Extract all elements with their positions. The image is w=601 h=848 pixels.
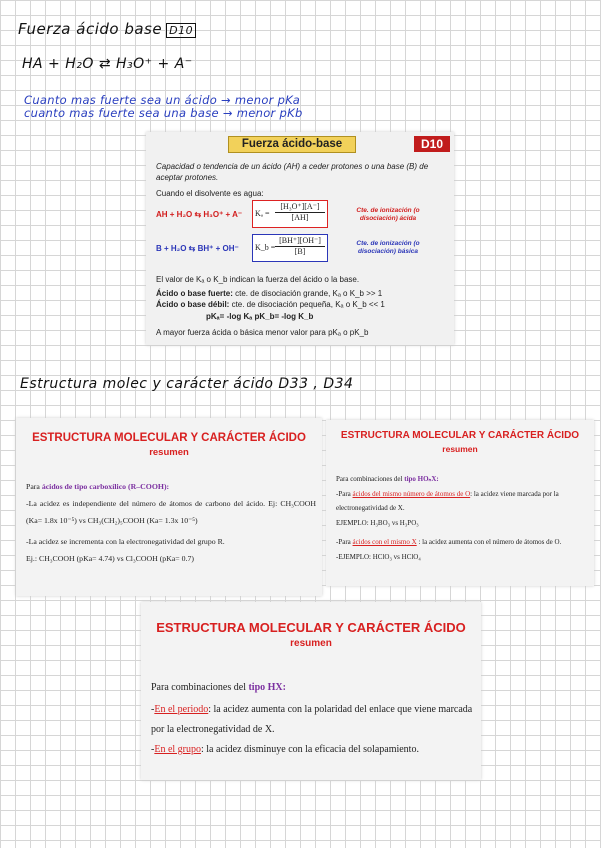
card-d10-line5: A mayor fuerza ácida o básica menor valor para pKₐ o pK_b [156, 328, 369, 337]
card-fuerza-acido-base [146, 132, 454, 345]
card-bottom-subtitle: resumen [290, 638, 332, 649]
card-left-p4: Ej.: CH₃COOH (pKa= 4.74) vs Cl₃COOH (pKa= 0.7) [26, 554, 194, 563]
card-bottom-p3: -En el grupo: la acidez disminuye con la eficacia del solapamiento. [151, 744, 419, 755]
kb-numerator: [BH⁺][OH⁻] [275, 236, 325, 247]
card-structure-honx [326, 420, 594, 586]
card-right-p2 [336, 487, 588, 516]
note-title-d10 [18, 20, 196, 38]
same-oxygen-link: ácidos del mismo número de átomos de O [352, 489, 471, 498]
card-bottom-p1-pre: Para combinaciones del [151, 682, 249, 693]
same-x-link: ácidos con el mismo X [352, 538, 417, 546]
group-link: En el grupo [154, 744, 201, 755]
card-bottom-p3-rest: : la acidez disminuye con la eficacia del solapamiento. [201, 744, 419, 755]
ka-note: Cte. de ionización (o disociación) ácida [356, 207, 420, 222]
card-right-p3: EJEMPLO: H₃BO₃ vs H₃PO₃ [336, 518, 419, 527]
card-left-subtitle: resumen [149, 447, 189, 458]
card-right-p1-pre: Para combinaciones del [336, 475, 405, 483]
card-right-p2-pre: -Para [336, 489, 353, 498]
note-blue-line-2: cuanto mas fuerte sea una base → menor pKb [24, 106, 303, 120]
card-d10-line2 [156, 289, 382, 299]
kb-denominator: [B] [294, 247, 306, 256]
card-bottom-p2: -En el periodo: la acidez aumenta con la polaridad del enlace que viene marcada por la electronegatividad de X. [151, 704, 473, 735]
card-right-subtitle: resumen [442, 444, 478, 454]
base-equation: B + H₂O ⇆ BH⁺ + OH⁻ [156, 244, 239, 253]
card-bottom-p2-rest: : la acidez aumenta con la polaridad del enlace que viene marcada por la electronegatividad de X. [151, 704, 473, 735]
card-right-p4-rest: : la acidez aumenta con el número de átomos de O. [416, 538, 562, 546]
card-left-p1-pre: Para [26, 482, 42, 491]
card-right-body [336, 472, 588, 564]
card-left-p1 [26, 478, 316, 495]
line2-rest: cte. de disociación grande, Kₐ o K_b >> 1 [232, 289, 383, 298]
card-bottom-body [151, 678, 473, 760]
card-bottom-title: ESTRUCTURA MOLECULAR Y CARÁCTER ÁCIDO [156, 620, 466, 635]
hx-type-link: tipo HX: [248, 682, 286, 693]
ka-box [252, 200, 328, 228]
card-left-title: ESTRUCTURA MOLECULAR Y CARÁCTER ÁCIDO [32, 432, 306, 444]
note-title-structure: Estructura molec y carácter ácido D33 , D34 [20, 376, 354, 392]
card-d10-line3 [156, 300, 385, 310]
card-left-p2: -La acidez es independiente del número de átomos de carbono del ácido. Ej: CH₃COOH (Ka= 1.8x 10⁻⁵) vs CH₃(CH₂)₅COOH (Ka= 1.3x 10⁻⁵) [26, 499, 316, 525]
card-bottom-p1 [151, 678, 473, 698]
note-blue-line-1: Cuanto mas fuerte sea un ácido → menor pKa [24, 93, 301, 107]
card-structure-carboxylic [16, 418, 322, 596]
card-d10-line4: pKₐ= -log Kₐ pK_b= -log K_b [206, 312, 314, 321]
card-d10-tag: D10 [414, 136, 450, 152]
acid-equation: AH + H₂O ⇆ H₃O⁺ + A⁻ [156, 210, 243, 219]
card-structure-hx [141, 602, 481, 780]
card-right-p4-pre: -Para [336, 538, 353, 546]
line2-bold: Ácido o base fuerte: [156, 289, 233, 298]
kb-box [252, 234, 328, 262]
ka-label: Kₐ = [255, 209, 270, 218]
card-d10-line1: El valor de Kₐ o K_b indican la fuerza del ácido o la base. [156, 275, 360, 284]
note-equation: HA + H₂O ⇄ H₃O⁺ + A⁻ [22, 56, 193, 72]
card-right-p1 [336, 472, 588, 487]
kb-fraction [275, 236, 325, 257]
card-left-p3: -La acidez se incrementa con la electronegatividad del grupo R. [26, 537, 225, 546]
kb-note: Cte. de ionización (o disociación) básica [356, 240, 420, 255]
ka-fraction [275, 202, 325, 223]
line3-rest: cte. de disociación pequeña, Kₐ o K_b << 1 [229, 300, 385, 309]
note-title-box: D10 [166, 23, 196, 38]
card-d10-title: Fuerza ácido-base [228, 136, 356, 153]
carboxylic-type-link: ácidos de tipo carboxílico (R–COOH): [41, 482, 170, 491]
card-d10-solvent-line: Cuando el disolvente es agua: [156, 189, 264, 198]
card-d10-intro: Capacidad o tendencia de un ácido (AH) a ceder protones o una base (B) de aceptar protones. [156, 162, 429, 182]
line3-bold: Ácido o base débil: [156, 300, 230, 309]
card-right-title: ESTRUCTURA MOLECULAR Y CARÁCTER ÁCIDO [340, 430, 580, 441]
card-right-p4 [336, 535, 588, 550]
card-right-p5: -EJEMPLO: HClO₃ vs HClO₄ [336, 552, 421, 561]
card-right-p2-rest: : la acidez viene marcada por la electronegatividad de X. [336, 489, 559, 512]
card-left-body [26, 478, 316, 567]
ka-numerator: [H₃O⁺][A⁻] [275, 202, 325, 213]
note-title-text: Fuerza ácido base [18, 20, 163, 38]
ka-denominator: [AH] [291, 213, 309, 222]
honx-type-link: tipo HOₙX: [404, 475, 439, 483]
kb-label: K_b = [255, 243, 276, 252]
period-link: En el periodo [154, 704, 209, 715]
